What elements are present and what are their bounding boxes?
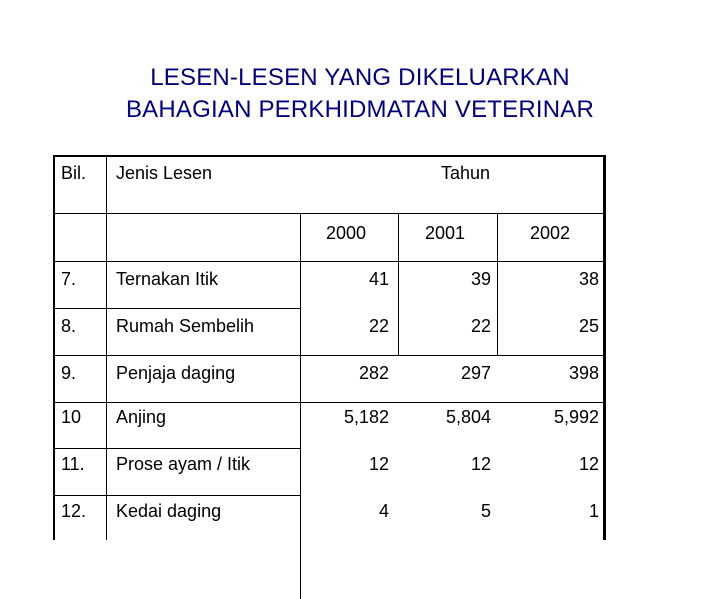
row-bil: 11. [61, 454, 85, 474]
row-value-2001: 22 [470, 316, 491, 336]
title-line-1: LESEN-LESEN YANG DIKELUARKAN [150, 64, 570, 91]
row-bil: 7. [61, 269, 77, 289]
grid-line [53, 495, 300, 496]
row-value-2001: 39 [470, 269, 491, 289]
row-jenis: Rumah Sembelih [116, 316, 255, 336]
row-jenis: Anjing [116, 407, 167, 427]
row-bil: 8. [61, 316, 77, 336]
row-value-2001: 5 [480, 501, 491, 521]
row-jenis: Prose ayam / Itik [116, 454, 251, 474]
header-year-2002: 2002 [530, 223, 571, 243]
header-year-2000: 2000 [326, 223, 367, 243]
row-jenis: Penjaja daging [116, 363, 236, 383]
header-year-2001: 2001 [425, 223, 466, 243]
row-bil: 9. [61, 363, 77, 383]
row-value-2000: 12 [368, 454, 389, 474]
row-value-2002: 38 [578, 269, 599, 289]
row-bil: 12. [61, 501, 87, 521]
row-value-2001: 297 [460, 363, 491, 383]
row-value-2002: 1 [588, 501, 599, 521]
page-title [0, 62, 720, 126]
row-value-2002: 25 [578, 316, 599, 336]
grid-line [53, 355, 606, 356]
row-value-2002: 12 [578, 454, 599, 474]
row-value-2002: 398 [568, 363, 599, 383]
grid-line [398, 214, 399, 262]
row-value-2000: 22 [368, 316, 389, 336]
grid-line [53, 308, 300, 309]
header-jenis: Jenis Lesen [116, 163, 213, 183]
row-bil: 10 [61, 407, 82, 427]
grid-line [53, 213, 606, 214]
row-value-2002: 5,992 [553, 407, 599, 427]
row-jenis: Ternakan Itik [116, 269, 219, 289]
grid-line [53, 261, 606, 262]
header-tahun: Tahun [441, 163, 491, 183]
grid-line [497, 214, 498, 262]
title-line-2: BAHAGIAN PERKHIDMATAN VETERINAR [125, 96, 595, 123]
row-value-2001: 12 [470, 454, 491, 474]
row-value-2000: 282 [358, 363, 389, 383]
grid-line [53, 402, 606, 403]
row-value-2000: 5,182 [343, 407, 389, 427]
row-value-2000: 4 [378, 501, 389, 521]
row-jenis: Kedai daging [116, 501, 222, 521]
row-value-2000: 41 [368, 269, 389, 289]
row-value-2001: 5,804 [445, 407, 491, 427]
grid-line [53, 448, 300, 449]
header-bil: Bil. [61, 163, 87, 183]
